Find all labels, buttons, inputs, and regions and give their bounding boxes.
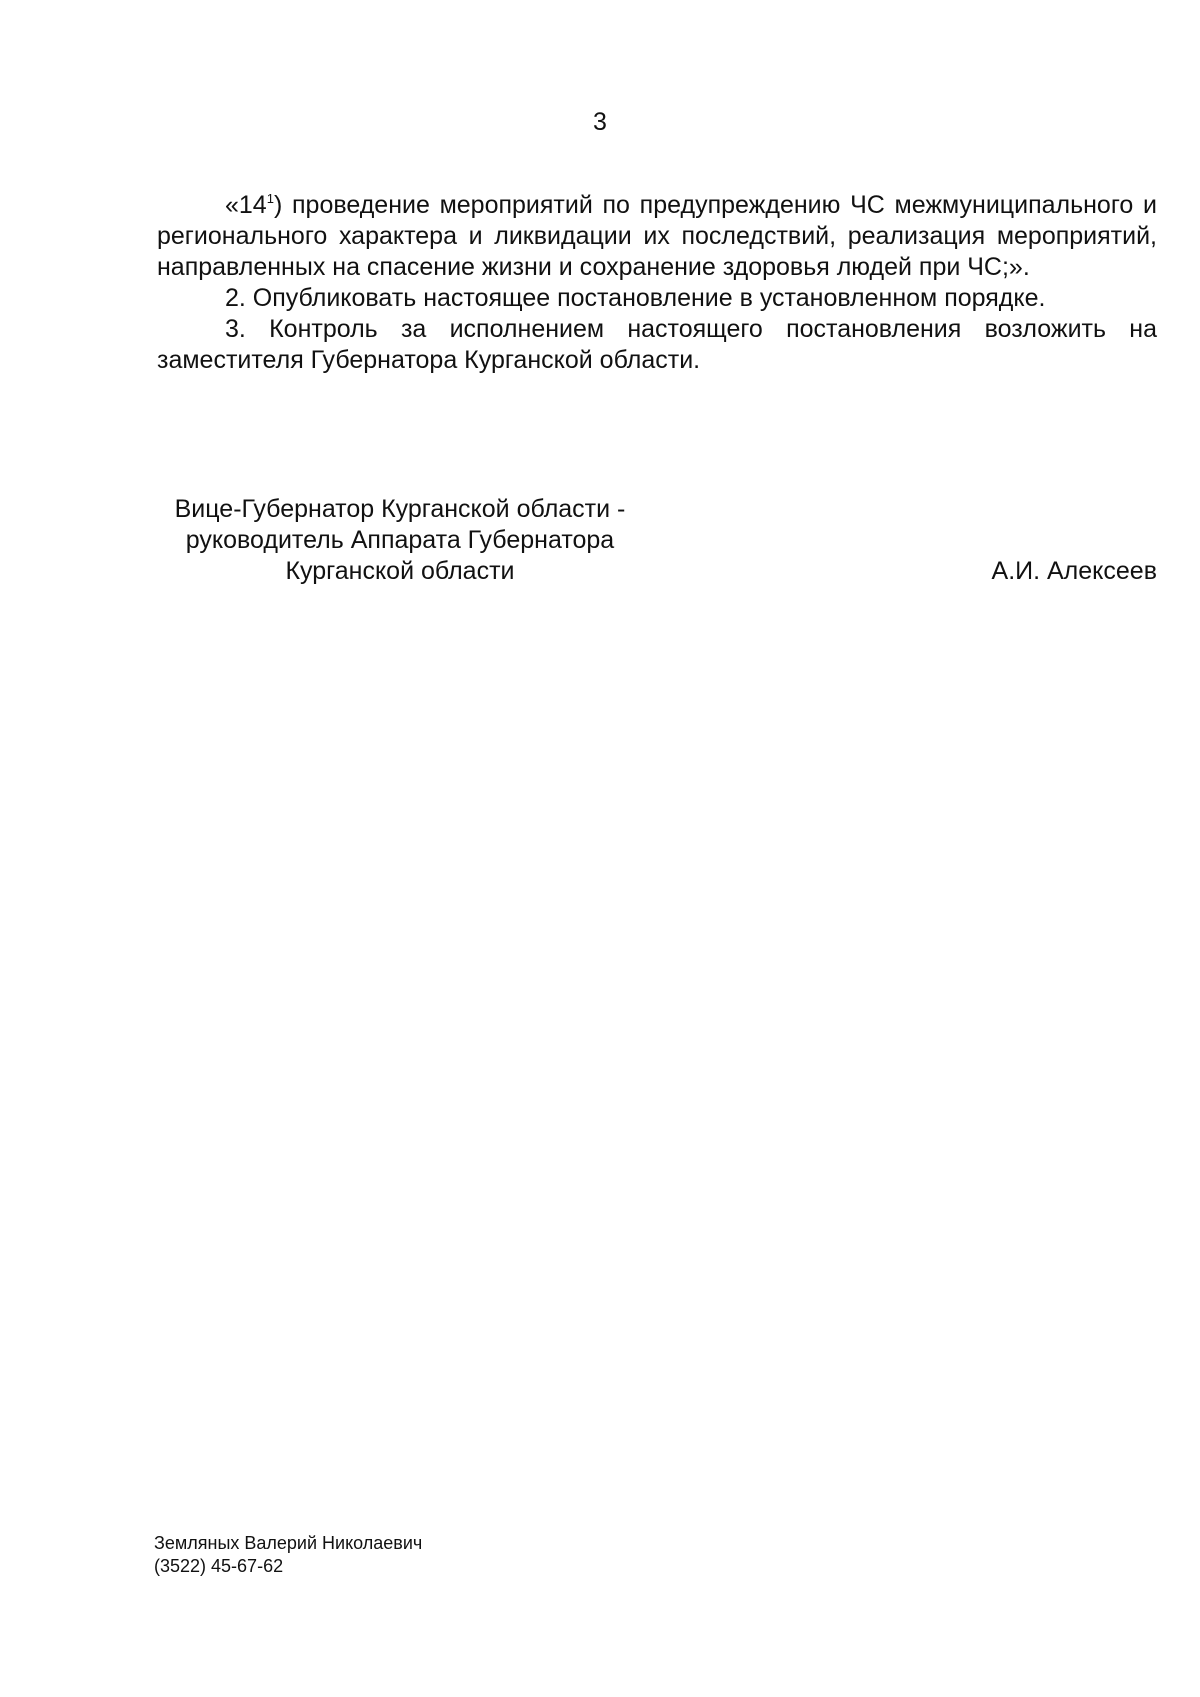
signatory-title — [140, 494, 660, 587]
executor-name: Земляных Валерий Николаевич — [154, 1533, 423, 1553]
paragraph-item-text: ) проведение мероприятий по предупреждению ЧС межмуниципального и регионального характера и ликвидации их последствий, реализация мероприятий, направленных на спасение жизни и сохранение здоровья людей при ЧС;». — [157, 191, 1157, 281]
paragraph-control: 3. Контроль за исполнением настоящего постановления возложить на заместителя Губернатора Курганской области. — [157, 315, 1157, 374]
paragraph-publish: 2. Опубликовать настоящее постановление в установленном порядке. — [225, 284, 1046, 312]
signatory-title-line-1: Вице-Губернатор Курганской области - — [174, 495, 626, 523]
executor-phone: (3522) 45-67-62 — [154, 1556, 284, 1576]
paragraph-item-prefix: «14 — [225, 191, 267, 219]
signatory-name: А.И. Алексеев — [991, 557, 1157, 585]
superscript-index: 1 — [266, 191, 274, 206]
document-body — [157, 190, 1157, 376]
executor-info — [154, 1532, 422, 1578]
paragraph-item-14-1 — [157, 190, 1157, 283]
page-number: 3 — [593, 108, 607, 136]
signatory-title-line-3: Курганской области — [285, 557, 515, 585]
signatory-title-line-2: руководитель Аппарата Губернатора — [185, 526, 615, 554]
